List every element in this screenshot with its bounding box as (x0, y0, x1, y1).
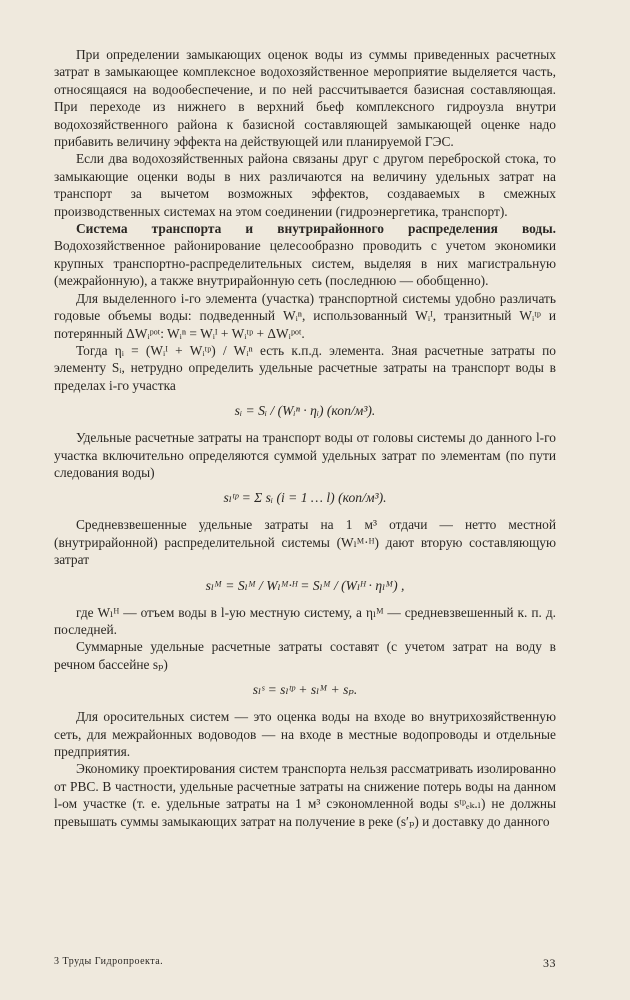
page-number: 33 (543, 956, 556, 970)
formula-sum-transport: sₗᵗᵖ = Σ sᵢ (i = 1 … l) (коп/м³). (223, 490, 387, 506)
formula-local-cost: sₗᴹ = Sₗᴹ / Wₗᴹ·ᴴ = Sₗᴹ / (Wₗᴴ · ηₗᴹ) , (205, 577, 405, 593)
paragraph-9: Суммарные удельные расчетные затраты составят (с учетом затрат на воду в речном бассейне sₚ) (54, 639, 556, 672)
formula-specific-cost: sᵢ = Sᵢ / (Wᵢⁿ · ηᵢ) (коп/м³). (234, 403, 376, 419)
paragraph-1: При определении замыкающих оценок воды из суммы приведенных расчетных затрат в замыкающее комплексное водохозяйственное мероприятие выделяется часть, относящаяся на водообеспечение, и по ней рассчитывается базисная составляющая. При переходе из нижнего в верхний бьеф комплексного гидроузла внутри водохозяйственного района к базисной составляющей замыкающей оценке надо прибавить величину эффекта на действующей или планируемой ГЭС. (54, 47, 556, 150)
paragraph-6: Удельные расчетные затраты на транспорт воды от головы системы до данного l-го участка включительно определяются суммой удельных затрат по элементам (по пути следования воды) (54, 430, 556, 480)
paragraph-5: Тогда ηᵢ = (Wᵢᴵ + Wᵢᵗᵖ) / Wᵢⁿ есть к.п.д. элемента. Зная расчетные затраты по элементу Sᵢ, нетрудно определить удельные расчетные затраты на транспорт воды в пределах i-го участка (54, 342, 556, 393)
footer-signature: 3 Труды Гидропроекта. (54, 956, 164, 967)
paragraph-7: Средневзвешенные удельные затраты на 1 м³ отдачи — нетто местной (внутрирайонной) распределительной системы (Wₗᴹ·ᴴ) дают вторую составляющую затрат (54, 517, 556, 568)
section-heading: Система транспорта и внутрирайонного распределения воды. (76, 221, 556, 237)
paragraph-3-body: Водохозяйственное районирование целесообразно проводить с учетом экономики крупных транспортно-распределительных систем, выделяя в них магистральную (межрайонную), а также внутрирайонную сеть (последнюю — обобщенно). (54, 238, 556, 289)
paragraph-8: где Wₗᴴ — отъем воды в l-ую местную систему, а ηₗᴹ — средневзвешенный к. п. д. последней. (54, 604, 556, 637)
paragraph-11: Экономику проектирования систем транспорта нельзя рассматривать изолированно от РВС. В частности, удельные расчетные затраты на снижение потерь воды на данном l-ом участке (т. е. удельные затраты на 1 м³ сэкономленной воды sᵗᵖₑₖ.ₗ) не должны превышать суммы замыкающих затрат на получение в реке (s′ₚ) и доставку до данного (54, 761, 556, 829)
paragraph-2: Если два водохозяйственных района связаны друг с другом переброской стока, то замыкающие оценки воды в них различаются на величину удельных затрат на транспорт за вычетом возможных эффектов, создаваемых в смежных производственных системах на этом соединении (гидроэнергетика, транспорт). (54, 151, 556, 219)
paragraph-3 (54, 220, 556, 290)
formula-total-cost: sₗˢ = sₗᵗᵖ + sₗᴹ + sₚ. (252, 682, 358, 698)
paragraph-10: Для оросительных систем — это оценка воды на входе во внутрихозяйственную сеть, для межрайонных водоводов — на входе в местные водопроводы и отдельные предприятия. (54, 709, 556, 759)
page-footer (54, 956, 556, 971)
paragraph-4: Для выделенного i-го элемента (участка) транспортной системы удобно различать годовые объемы воды: подведенный Wᵢⁿ, использованный Wᵢᴵ, транзитный Wᵢᵗᵖ и потерянный ΔWᵢᵖᵒᵗ: Wᵢⁿ = Wᵢᴵ + Wᵢᵗᵖ + ΔWᵢᵖᵒᵗ. (54, 290, 556, 341)
